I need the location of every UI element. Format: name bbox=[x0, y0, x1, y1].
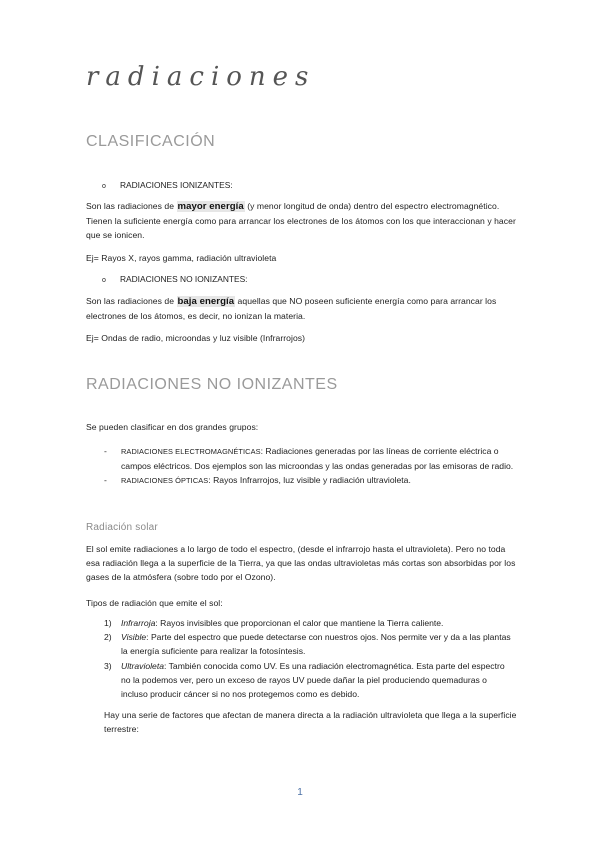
solar-types-intro: Tipos de radiación que emite el sol: bbox=[86, 598, 223, 608]
no-ionizantes-list bbox=[104, 444, 516, 489]
ionizantes-highlight: mayor energía bbox=[177, 201, 244, 212]
page-number: 1 bbox=[297, 787, 303, 798]
heading-clasificacion: CLASIFICACIÓN bbox=[86, 133, 216, 150]
document-title: radiaciones bbox=[86, 62, 316, 92]
list-number: 1) bbox=[104, 618, 112, 628]
type-name: Ultravioleta bbox=[121, 660, 164, 671]
no-ionizantes-highlight: baja energía bbox=[177, 296, 235, 307]
no-ionizantes-text-b: aquellas que NO poseen suficiente energía como para arrancar los electrones de los átomos, es decir, no ionizan la materia. bbox=[86, 296, 497, 322]
factores-paragraph: Hay una serie de factores que afectan de manera directa a la radiación ultravioleta que llega a la superficie terrestre: bbox=[104, 710, 517, 735]
circle-bullet-icon: o bbox=[102, 277, 106, 284]
list-item bbox=[104, 659, 516, 702]
list-item-text: : Rayos Infrarrojos, luz visible y radiación ultravioleta. bbox=[208, 475, 411, 486]
list-item-label: RADIACIONES ELECTROMAGNÉTICAS bbox=[121, 447, 261, 456]
list-item bbox=[104, 630, 516, 658]
no-ionizantes-paragraph bbox=[86, 294, 518, 323]
list-item bbox=[104, 616, 516, 630]
bullet-no-ionizantes bbox=[102, 274, 248, 284]
ionizantes-example: Ej= Rayos X, rayos gamma, radiación ultravioleta bbox=[86, 253, 277, 263]
heading-radiaciones-no-ionizantes: RADIACIONES NO IONIZANTES bbox=[86, 376, 338, 393]
ionizantes-paragraph bbox=[86, 199, 518, 243]
bullet-ionizantes bbox=[102, 180, 233, 190]
ionizantes-label: RADIACIONES IONIZANTES: bbox=[120, 180, 233, 190]
no-ionizantes-label: RADIACIONES NO IONIZANTES: bbox=[120, 274, 248, 284]
list-number: 3) bbox=[104, 660, 112, 671]
ionizantes-text-a: Son las radiaciones de bbox=[86, 201, 177, 211]
solar-paragraph: El sol emite radiaciones a lo largo de todo el espectro, (desde el infrarrojo hasta el ultravioleta). Pero no toda esa radiación llega a la superficie de la Tierra, ya que las ondas ultravioletas más cortas son absorbidas por los gases de la atmósfera (sobre todo por el Ozono). bbox=[86, 544, 516, 583]
list-item bbox=[104, 473, 516, 488]
type-text: : Parte del espectro que puede detectarse con nuestros ojos. Nos permite ver y da a las plantas la energía suficiente para realizar la fotosíntesis. bbox=[121, 632, 511, 657]
type-text: : Rayos invisibles que proporcionan el calor que mantiene la Tierra caliente. bbox=[155, 618, 444, 628]
type-text: : También conocida como UV. Es una radiación electromagnética. Esta parte del espectro no la podemos ver, pero un exceso de rayos UV puede dañar la piel produciendo quemaduras o incluso producir cáncer si no nos protegemos como es debido. bbox=[121, 660, 505, 700]
list-number: 2) bbox=[104, 632, 112, 643]
no-ionizantes-example: Ej= Ondas de radio, microondas y luz visible (Infrarrojos) bbox=[86, 333, 306, 343]
dash-bullet-icon: - bbox=[104, 475, 107, 486]
circle-bullet-icon: o bbox=[102, 183, 106, 190]
list-item bbox=[104, 444, 516, 473]
type-name: Infrarroja bbox=[121, 618, 156, 628]
dash-bullet-icon: - bbox=[104, 446, 107, 456]
solar-types-list bbox=[104, 616, 516, 701]
type-name: Visible bbox=[121, 632, 147, 643]
ionizantes-text-b: (y menor longitud de onda) dentro del espectro electromagnético. Tienen la suficiente energía como para arrancar los electrones de los átomos con los que interaccionan y hacer que se ionicen. bbox=[86, 201, 516, 241]
list-item-text: : Radiaciones generadas por las líneas de corriente eléctrica o campos eléctricos. Dos ejemplos son las microondas y las ondas generadas por las emisoras de radio. bbox=[121, 446, 514, 472]
heading-radiacion-solar: Radiación solar bbox=[86, 522, 158, 533]
list-item-label: RADIACIONES ÓPTICAS bbox=[121, 476, 209, 486]
no-ionizantes-text-a: Son las radiaciones de bbox=[86, 296, 177, 306]
no-ionizantes-intro: Se pueden clasificar en dos grandes grupos: bbox=[86, 422, 259, 432]
